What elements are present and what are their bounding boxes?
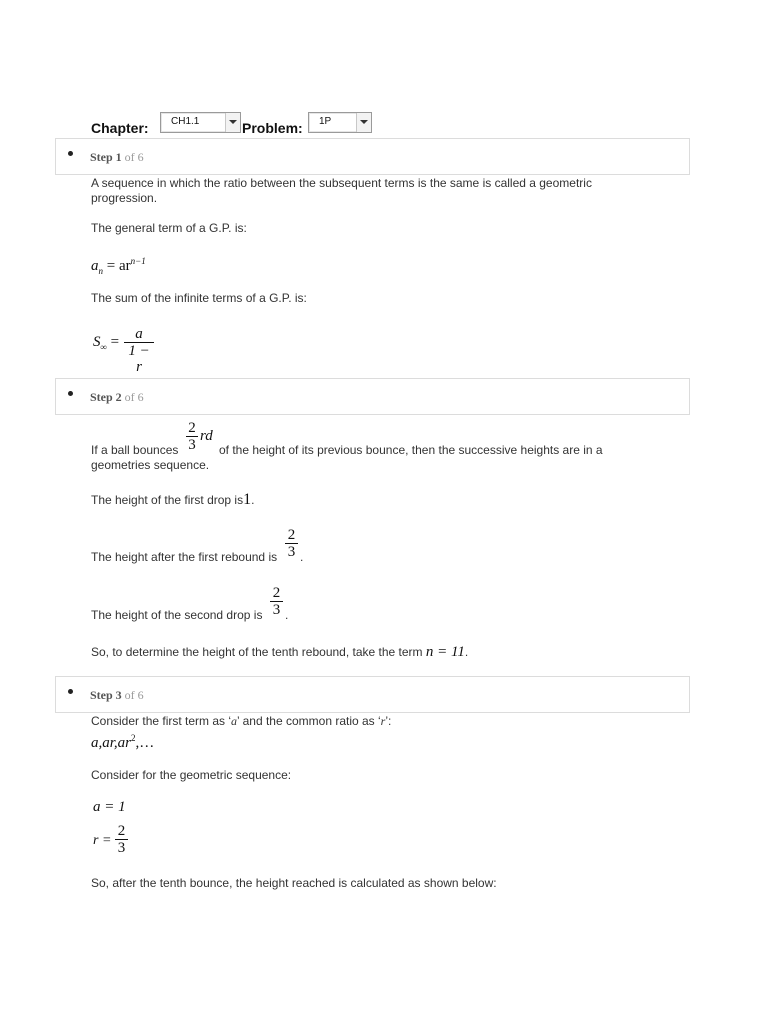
- step-title: Step 2 of 6: [90, 390, 144, 404]
- step2-paragraph-1-start: If a ball bounces: [91, 443, 179, 457]
- chevron-down-icon: [356, 113, 371, 132]
- sequence-formula: $a,ar,ar^2,\dots$: [91, 733, 155, 751]
- bullet-icon: [68, 689, 73, 694]
- chapter-select[interactable]: [160, 112, 241, 133]
- a-equals-formula: a = 1: [93, 799, 126, 815]
- step2-paragraph-2: The height of the first drop is1.: [91, 491, 255, 508]
- chapter-label: Chapter:: [91, 120, 149, 136]
- step-header-2[interactable]: [55, 378, 690, 415]
- step2-paragraph-3: The height after the first rebound is: [91, 550, 278, 564]
- step1-paragraph-3: The sum of the infinite terms of a G.P. is:: [91, 291, 307, 305]
- formula-general-term: $a_n = ar^{n-1}$: [91, 256, 146, 276]
- r-equals-label: r =: [93, 833, 112, 848]
- chevron-down-icon: [225, 113, 240, 132]
- step2-paragraph-3-end: .: [300, 550, 304, 564]
- step3-paragraph-3: So, after the tenth bounce, the height reached is calculated as shown below:: [91, 876, 497, 890]
- problem-label: Problem:: [242, 120, 303, 136]
- step-header-1[interactable]: [55, 138, 690, 175]
- step1-paragraph-2: The general term of a G.P. is:: [91, 221, 247, 235]
- bounce-suffix: rd: [200, 428, 213, 444]
- step1-paragraph-1: A sequence in which the ratio between the subsequent terms is the same is called a geometric progression.: [91, 176, 592, 205]
- step2-paragraph-1-line2: geometries sequence.: [91, 458, 210, 472]
- r-fraction: $\frac{2}{3}$: [115, 823, 128, 856]
- bounce-fraction: $\frac{2}{3}$: [186, 420, 198, 453]
- step2-paragraph-5: So, to determine the height of the tenth rebound, take the term n = 11.: [91, 644, 469, 660]
- bullet-icon: [68, 391, 73, 396]
- step-header-3[interactable]: [55, 676, 690, 713]
- step3-paragraph-1: Consider the first term as ‘a’ and the common ratio as ‘r’:: [91, 714, 392, 728]
- step-title: Step 3 of 6: [90, 688, 144, 702]
- problem-select[interactable]: [308, 112, 372, 133]
- step2-paragraph-4-end: .: [285, 608, 289, 622]
- second-drop-fraction: $\frac{2}{3}$: [270, 585, 283, 618]
- bullet-icon: [68, 151, 73, 156]
- step2-paragraph-4: The height of the second drop is: [91, 608, 263, 622]
- formula-sum-fraction: $\frac{a}{1 - r}$: [124, 326, 154, 375]
- chapter-select-value: CH1.1: [171, 116, 200, 127]
- formula-sum-lhs: $S_\infty$ =: [93, 334, 120, 352]
- problem-select-value: 1P: [319, 116, 332, 127]
- step3-paragraph-2: Consider for the geometric sequence:: [91, 768, 292, 782]
- rebound-fraction: $\frac{2}{3}$: [285, 527, 298, 560]
- step2-paragraph-1-end: of the height of its previous bounce, then the successive heights are in a: [219, 443, 603, 457]
- step-title: Step 1 of 6: [90, 150, 144, 164]
